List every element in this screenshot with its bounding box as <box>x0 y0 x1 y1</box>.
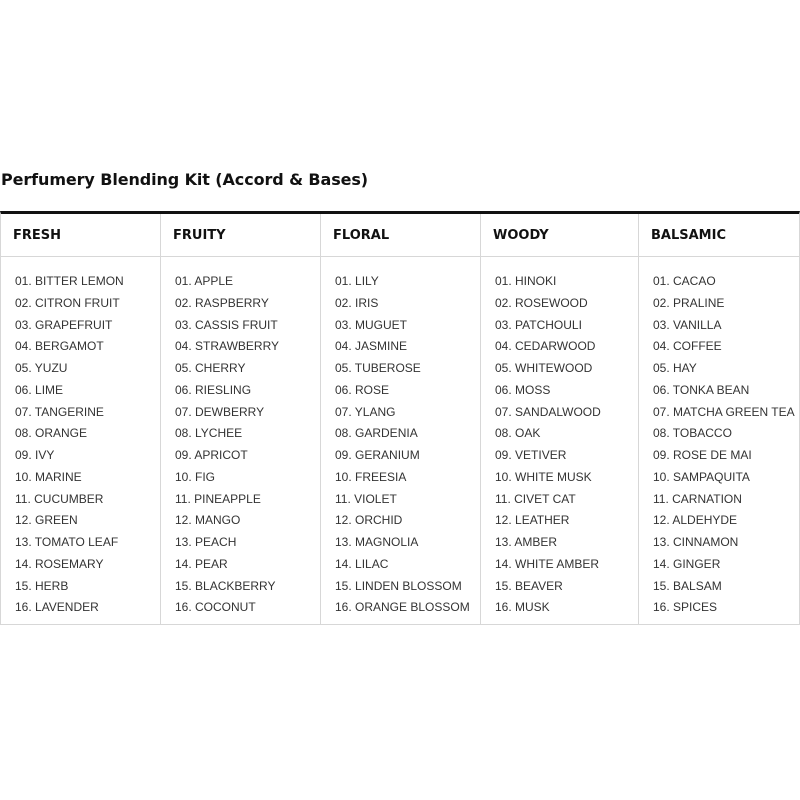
list-item: 10. MARINE <box>15 469 82 484</box>
list-item: 09. APRICOT <box>175 448 248 462</box>
list-item: 03. GRAPEFRUIT <box>15 317 113 332</box>
list-item: 01. CACAO <box>653 274 716 288</box>
column-list-woody <box>481 257 639 624</box>
list-item: 08. GARDENIA <box>335 426 418 441</box>
list-item: 15. BEAVER <box>495 578 563 593</box>
column-list-fresh <box>1 257 161 624</box>
list-item: 04. BERGAMOT <box>15 339 104 354</box>
list-item: 11. PINEAPPLE <box>175 491 261 506</box>
list-item: 13. MAGNOLIA <box>335 535 419 549</box>
list-item: 07. TANGERINE <box>15 404 104 419</box>
list-item: 16. SPICES <box>653 600 718 615</box>
column-header-fruity: FRUITY <box>161 214 321 257</box>
list-item: 13. AMBER <box>495 535 558 549</box>
list-item: 02. CITRON FRUIT <box>15 295 120 310</box>
accord-table <box>0 211 800 625</box>
list-item: 01. BITTER LEMON <box>15 274 124 288</box>
list-item: 10. WHITE MUSK <box>495 469 592 484</box>
list-item: 16. LAVENDER <box>15 600 99 615</box>
list-item: 05. WHITEWOOD <box>495 361 593 375</box>
list-item: 08. OAK <box>495 426 541 441</box>
list-item: 08. LYCHEE <box>175 426 243 441</box>
list-item: 14. PEAR <box>175 556 228 571</box>
page-title: Perfumery Blending Kit (Accord & Bases) <box>1 170 369 189</box>
list-item: 15. BALSAM <box>653 578 722 593</box>
list-item: 06. TONKA BEAN <box>653 382 750 397</box>
list-item: 02. RASPBERRY <box>175 295 269 310</box>
list-item: 03. MUGUET <box>335 317 408 332</box>
list-item: 10. FIG <box>175 469 216 484</box>
list-item: 13. CINNAMON <box>653 535 739 549</box>
list-item: 15. LINDEN BLOSSOM <box>335 578 462 593</box>
list-item: 01. APPLE <box>175 274 234 288</box>
list-item: 02. ROSEWOOD <box>495 295 588 310</box>
list-item: 12. GREEN <box>15 513 78 528</box>
list-item: 04. STRAWBERRY <box>175 339 280 354</box>
column-list-balsamic <box>639 257 799 624</box>
list-item: 02. PRALINE <box>653 295 725 310</box>
list-item: 04. COFFEE <box>653 339 722 354</box>
list-item: 01. HINOKI <box>495 274 557 288</box>
list-item: 06. MOSS <box>495 382 551 397</box>
list-item: 09. IVY <box>15 448 55 462</box>
list-item: 04. CEDARWOOD <box>495 339 596 354</box>
list-item: 07. DEWBERRY <box>175 404 265 419</box>
list-item: 13. TOMATO LEAF <box>15 535 119 549</box>
list-item: 14. ROSEMARY <box>15 556 104 571</box>
column-list-fruity <box>161 257 321 624</box>
list-item: 07. YLANG <box>335 404 396 419</box>
list-item: 06. RIESLING <box>175 382 252 397</box>
list-item: 07. SANDALWOOD <box>495 404 601 419</box>
list-item: 05. TUBEROSE <box>335 361 421 375</box>
list-item: 11. VIOLET <box>335 491 397 506</box>
list-item: 16. COCONUT <box>175 600 256 615</box>
list-item: 05. YUZU <box>15 361 68 375</box>
list-item: 01. LILY <box>335 274 379 288</box>
list-item: 16. MUSK <box>495 600 550 615</box>
list-item: 11. CIVET CAT <box>495 491 576 506</box>
list-item: 06. LIME <box>15 382 64 397</box>
list-item: 06. ROSE <box>335 382 390 397</box>
list-item: 09. ROSE DE MAI <box>653 448 752 462</box>
list-item: 12. ORCHID <box>335 513 403 528</box>
list-item: 14. GINGER <box>653 556 721 571</box>
list-item: 04. JASMINE <box>335 339 408 354</box>
list-item: 09. VETIVER <box>495 448 567 462</box>
list-item: 11. CARNATION <box>653 491 742 506</box>
column-header-balsamic: BALSAMIC <box>639 214 799 257</box>
column-header-fresh: FRESH <box>1 214 161 257</box>
list-item: 05. HAY <box>653 361 697 375</box>
list-item: 07. MATCHA GREEN TEA <box>653 404 795 419</box>
list-item: 10. FREESIA <box>335 469 407 484</box>
list-item: 08. ORANGE <box>15 426 88 441</box>
list-item: 14. LILAC <box>335 556 389 571</box>
list-item: 03. VANILLA <box>653 317 722 332</box>
list-item: 03. CASSIS FRUIT <box>175 317 278 332</box>
list-item: 15. BLACKBERRY <box>175 578 276 593</box>
list-item: 14. WHITE AMBER <box>495 556 600 571</box>
list-item: 08. TOBACCO <box>653 426 732 441</box>
list-item: 10. SAMPAQUITA <box>653 469 750 484</box>
list-item: 12. MANGO <box>175 513 241 528</box>
list-item: 12. LEATHER <box>495 513 570 528</box>
list-item: 05. CHERRY <box>175 361 246 375</box>
column-header-woody: WOODY <box>481 214 639 257</box>
list-item: 09. GERANIUM <box>335 448 420 462</box>
list-item: 12. ALDEHYDE <box>653 513 738 528</box>
list-item: 11. CUCUMBER <box>15 491 104 506</box>
list-item: 13. PEACH <box>175 535 237 549</box>
column-list-floral <box>321 257 481 624</box>
list-item: 15. HERB <box>15 578 69 593</box>
list-item: 02. IRIS <box>335 295 379 310</box>
list-item: 03. PATCHOULI <box>495 317 582 332</box>
column-header-floral: FLORAL <box>321 214 481 257</box>
list-item: 16. ORANGE BLOSSOM <box>335 600 470 615</box>
